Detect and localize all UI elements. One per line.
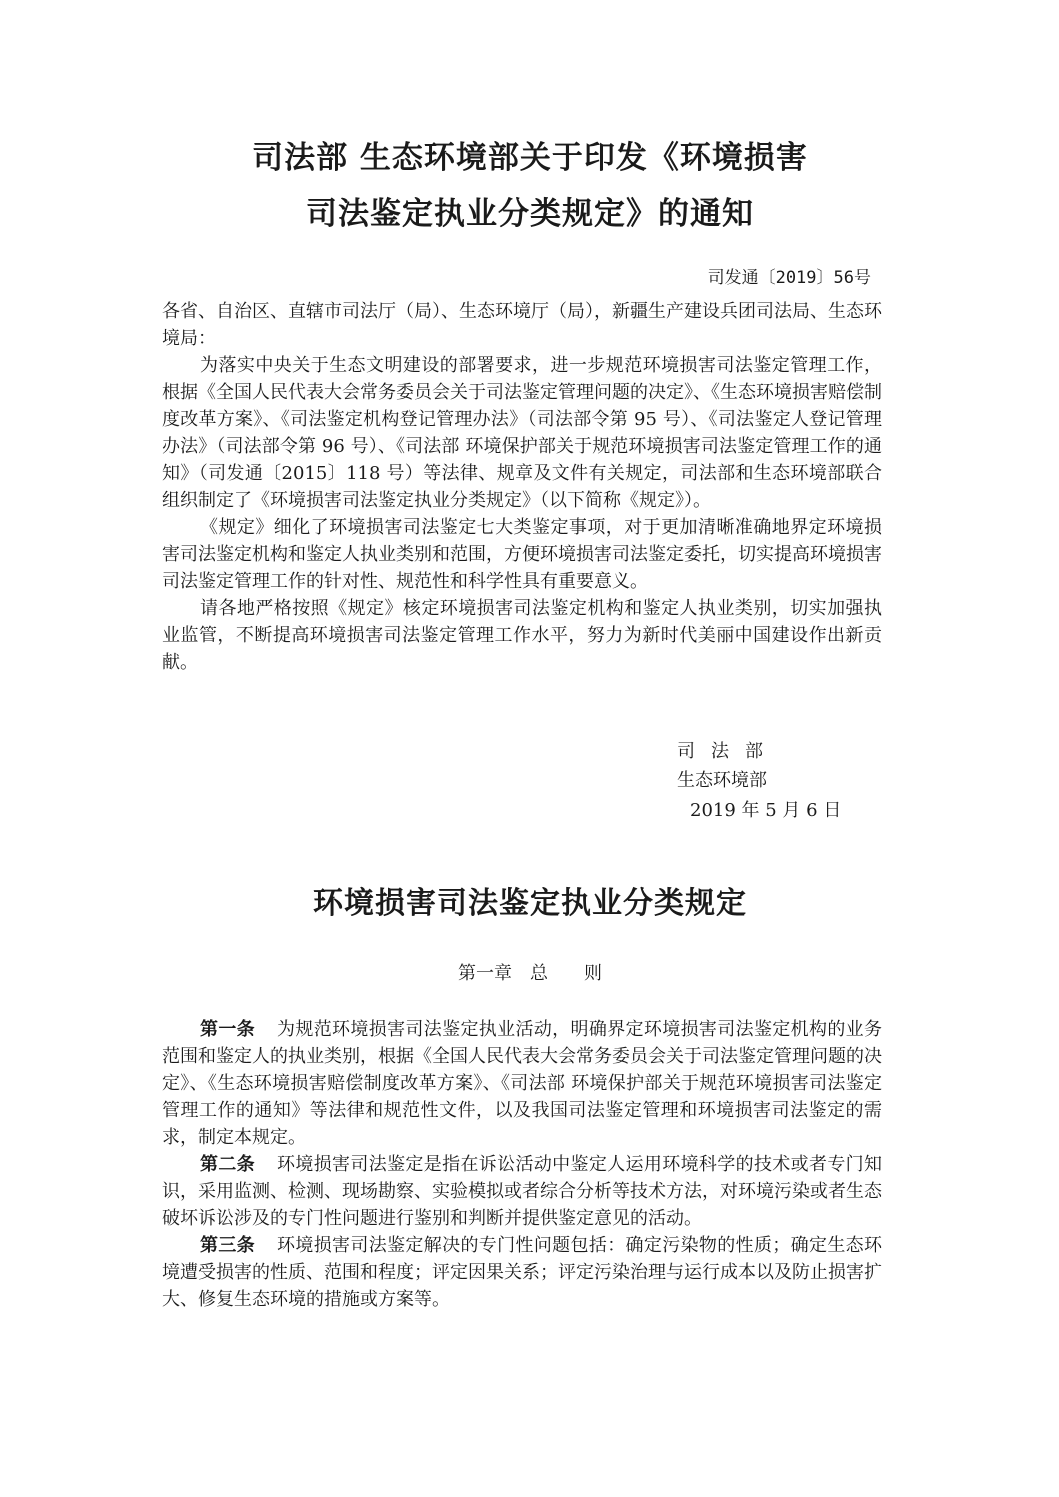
article-text: 为规范环境损害司法鉴定执业活动，明确界定环境损害司法鉴定机构的业务范围和鉴定人的执业类别，根据《全国人民代表大会常务委员会关于司法鉴定管理问题的决定》、《生态环境损害赔偿制度改革方案》、《司法部 环境保护部关于规范环境损害司法鉴定管理工作的通知》等法律和规范性文件，以及我国司法鉴定管理和环境损害司法鉴定的需求，制定本规定。 [162,1019,882,1148]
notice-body [162,298,882,676]
article-text: 环境损害司法鉴定是指在诉讼活动中鉴定人运用环境科学的技术或者专门知识，采用监测、检测、现场勘察、实验模拟或者综合分析等技术方法，对环境污染或者生态破坏诉讼涉及的专门性问题进行鉴别和判断并提供鉴定意见的活动。 [162,1154,882,1229]
notice-title-line1: 司法部 生态环境部关于印发《环境损害 [252,140,808,176]
notice-title-line2: 司法鉴定执业分类规定》的通知 [306,196,754,232]
signature-ministry-environment: 生态环境部 [677,770,767,791]
article [162,1016,882,1151]
article [162,1151,882,1232]
signature-ministry-justice: 司法部 [677,741,779,762]
signature-date: 2019 年 5 月 6 日 [690,800,842,821]
chapter-heading: 第一章 总 则 [458,963,602,984]
article-label: 第三条 [200,1235,256,1256]
document-number: 司发通〔2019〕56号 [707,268,871,288]
notice-paragraph: 为落实中央关于生态文明建设的部署要求，进一步规范环境损害司法鉴定管理工作，根据《全国人民代表大会常务委员会关于司法鉴定管理问题的决定》、《生态环境损害赔偿制度改革方案》、《司法鉴定机构登记管理办法》（司法部令第 95 号）、《司法鉴定人登记管理办法》（司法部令第 96 号）、《司法部 环境保护部关于规范环境损害司法鉴定管理工作的通知》（司发通〔2015〕118 号）等法律、规章及文件有关规定，司法部和生态环境部联合组织制定了《环境损害司法鉴定执业分类规定》（以下简称《规定》）。 [162,355,882,511]
article [162,1232,882,1313]
article-label: 第二条 [200,1154,256,1175]
addressee: 各省、自治区、直辖市司法厅（局）、生态环境厅（局），新疆生产建设兵团司法局、生态环境局： [162,301,882,349]
notice-paragraph: 《规定》细化了环境损害司法鉴定七大类鉴定事项，对于更加清晰准确地界定环境损害司法鉴定机构和鉴定人执业类别和范围，方便环境损害司法鉴定委托，切实提高环境损害司法鉴定管理工作的针对性、规范性和科学性具有重要意义。 [162,517,882,592]
article-text: 环境损害司法鉴定解决的专门性问题包括：确定污染物的性质；确定生态环境遭受损害的性质、范围和程度；评定因果关系；评定污染治理与运行成本以及防止损害扩大、修复生态环境的措施或方案等。 [162,1235,882,1310]
article-label: 第一条 [200,1019,256,1040]
rules-title: 环境损害司法鉴定执业分类规定 [313,886,747,921]
rules-body [162,1016,882,1313]
notice-paragraph: 请各地严格按照《规定》核定环境损害司法鉴定机构和鉴定人执业类别，切实加强执业监管，不断提高环境损害司法鉴定管理工作水平，努力为新时代美丽中国建设作出新贡献。 [162,598,882,673]
